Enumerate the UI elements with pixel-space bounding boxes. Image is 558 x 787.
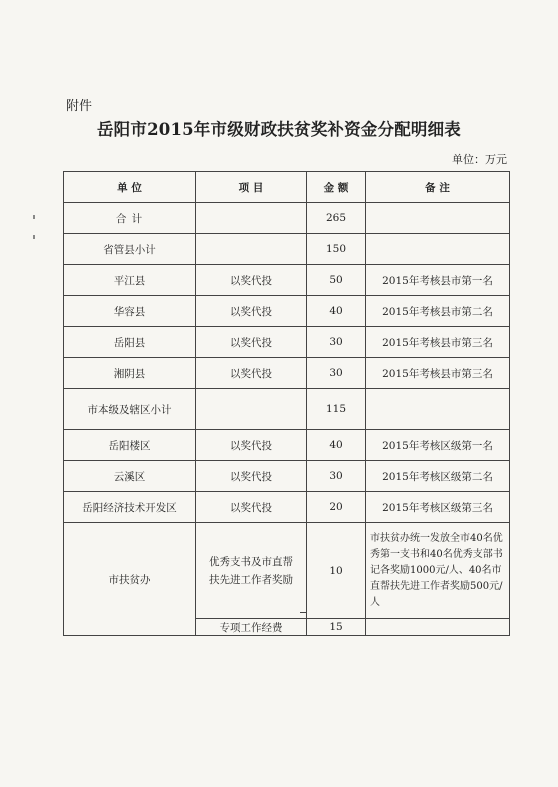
note-cell [366,619,510,636]
unit-label: 单位：万元 [452,153,507,166]
note-cell: 2015年考核区级第三名 [366,492,510,523]
column-header: 项 目 [196,172,307,203]
scan-mark [33,215,35,219]
attachment-label: 附件 [66,99,93,114]
note-cell: 2015年考核县市第二名 [366,296,510,327]
amount-cell: 30 [307,461,366,492]
amount-cell: 10 [307,523,366,619]
table-row [64,327,510,358]
table-row [64,234,510,265]
column-header: 金 额 [307,172,366,203]
table-row [64,523,510,619]
item-cell: 优秀支书及市直帮扶先进工作者奖励 [196,523,307,619]
amount-cell: 30 [307,358,366,389]
table-row [64,492,510,523]
unit-cell: 市本级及辖区小计 [64,389,196,430]
item-cell: 专项工作经费 [196,619,307,636]
unit-cell: 岳阳经济技术开发区 [64,492,196,523]
unit-cell: 华容县 [64,296,196,327]
item-cell [196,203,307,234]
note-cell: 2015年考核区级第一名 [366,430,510,461]
amount-cell: 20 [307,492,366,523]
allocation-table [63,171,510,636]
amount-cell: 50 [307,265,366,296]
note-cell: 2015年考核县市第三名 [366,358,510,389]
item-cell: 以奖代投 [196,430,307,461]
unit-cell: 合 计 [64,203,196,234]
unit-cell: 岳阳楼区 [64,430,196,461]
note-cell [366,203,510,234]
amount-cell: 30 [307,327,366,358]
column-header: 单 位 [64,172,196,203]
table-row [64,265,510,296]
column-header: 备 注 [366,172,510,203]
amount-cell: 40 [307,296,366,327]
amount-cell: 40 [307,430,366,461]
note-cell: 2015年考核县市第一名 [366,265,510,296]
unit-cell: 云溪区 [64,461,196,492]
page-mark [300,612,306,613]
item-cell: 以奖代投 [196,327,307,358]
document-title: 岳阳市2015年市级财政扶贫奖补资金分配明细表 [96,120,462,139]
item-cell: 以奖代投 [196,296,307,327]
amount-cell: 150 [307,234,366,265]
item-cell [196,234,307,265]
amount-cell: 115 [307,389,366,430]
unit-cell: 省管县小计 [64,234,196,265]
item-cell: 以奖代投 [196,265,307,296]
unit-cell: 平江县 [64,265,196,296]
table-header-row [64,172,510,203]
note-cell: 2015年考核区级第二名 [366,461,510,492]
scan-mark [33,235,35,239]
table-row [64,203,510,234]
item-cell: 以奖代投 [196,492,307,523]
item-cell: 以奖代投 [196,461,307,492]
note-cell [366,389,510,430]
table-row [64,389,510,430]
table-row [64,358,510,389]
item-cell [196,389,307,430]
table-row [64,296,510,327]
amount-cell: 265 [307,203,366,234]
note-cell [366,234,510,265]
unit-cell: 市扶贫办 [64,523,196,636]
table-row [64,430,510,461]
amount-cell: 15 [307,619,366,636]
item-cell: 以奖代投 [196,358,307,389]
unit-cell: 湘阴县 [64,358,196,389]
note-cell: 2015年考核县市第三名 [366,327,510,358]
unit-cell: 岳阳县 [64,327,196,358]
table-row [64,461,510,492]
note-cell: 市扶贫办统一发放全市40名优秀第一支书和40名优秀支部书记各奖励1000元/人、40名市直帮扶先进工作者奖励500元/人 [366,523,510,619]
